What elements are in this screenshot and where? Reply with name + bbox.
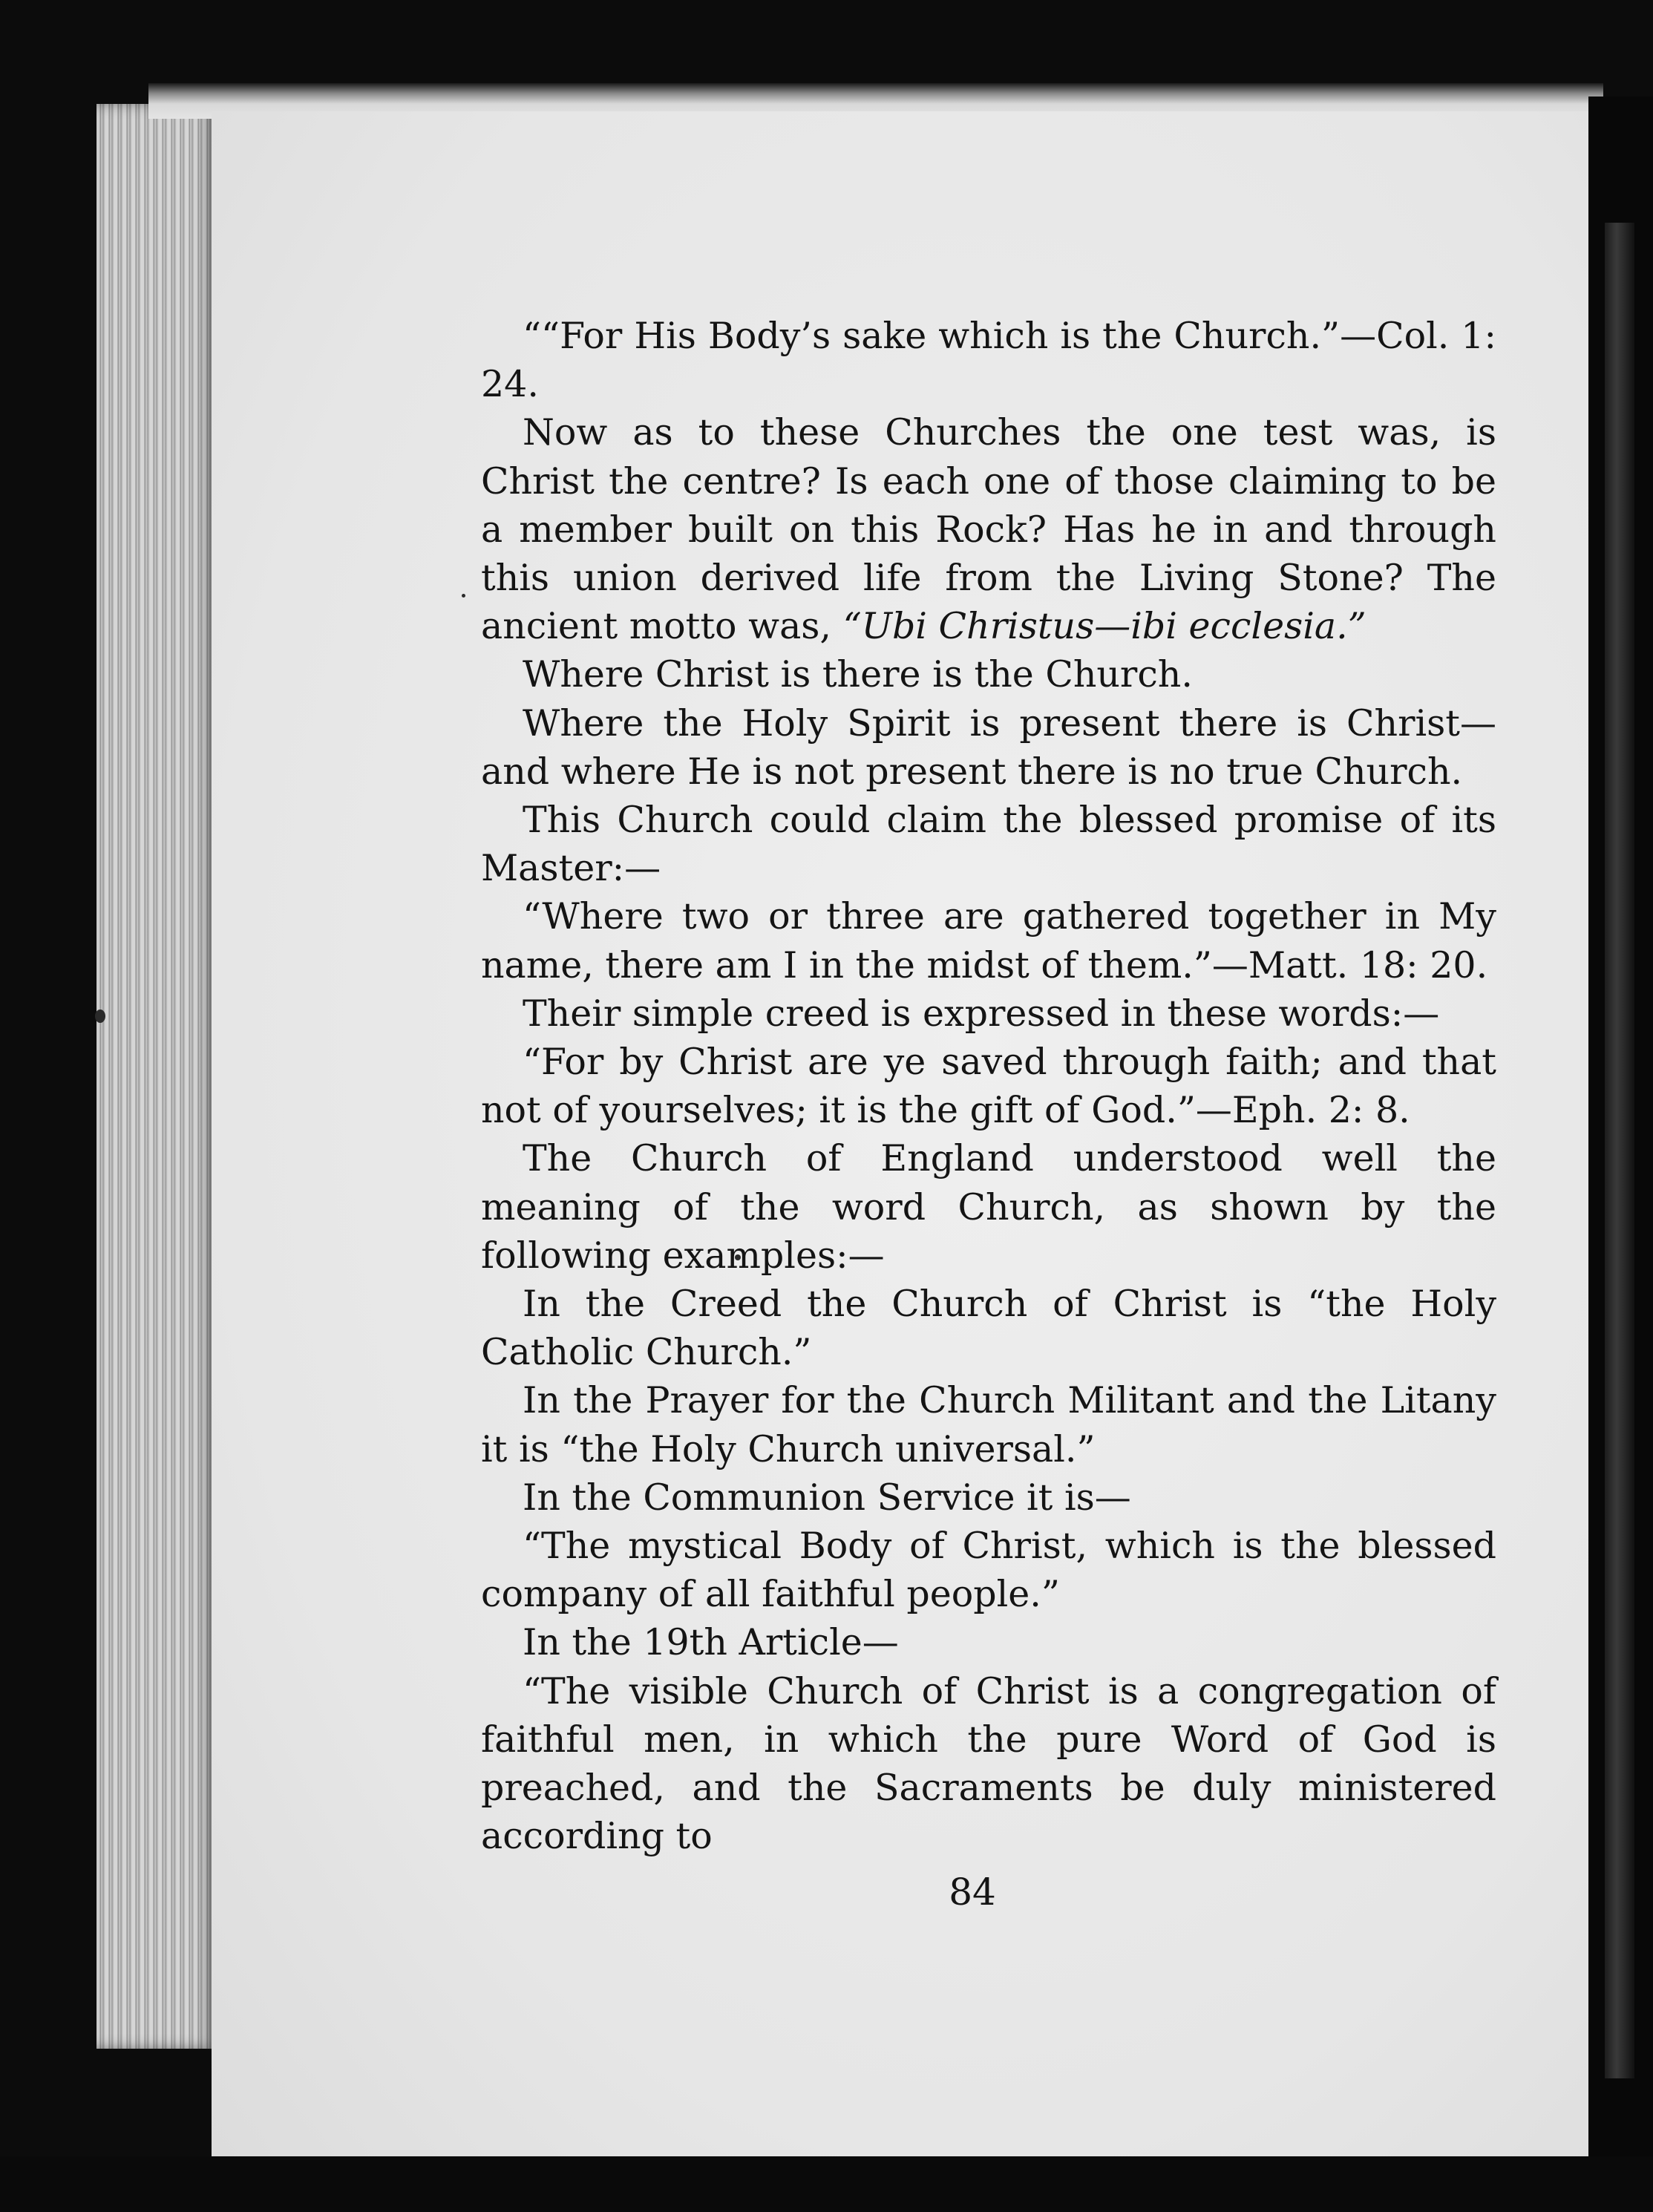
facing-page-edge — [1605, 223, 1634, 2078]
page-number: 84 — [949, 1871, 996, 1914]
body-text — [481, 312, 1496, 1861]
paragraph-quote-mystical-body: “The mystical Body of Christ, which is the blessed company of all faithful people.” — [481, 1525, 1496, 1616]
dust-speck — [95, 1010, 105, 1023]
paragraph-church-of-england: The Church of England understood well the meaning of the word Church, as shown by the following examples:— — [481, 1137, 1496, 1277]
paragraph-quote-eph: “For by Christ are ye saved through faith; and that not of yourselves; it is the gift of God.”—Eph. 2: 8. — [481, 1041, 1496, 1132]
paragraph-blessed-promise: This Church could claim the blessed promise of its Master:— — [481, 799, 1496, 890]
page-edges-left — [96, 104, 215, 2049]
paragraph-creed: In the Creed the Church of Christ is “the Holy Catholic Church.” — [481, 1283, 1496, 1374]
paragraph-churches-test — [481, 408, 1496, 650]
paragraph-19th-article: In the 19th Article— — [523, 1621, 899, 1664]
paragraph-quote-matt: “Where two or three are gathered together in My name, there am I in the midst of them.”—Matt. 18: 20. — [481, 895, 1496, 986]
paragraph-quote-col: ““For His Body’s sake which is the Church.”—Col. 1: 24. — [481, 315, 1496, 406]
latin-motto: “Ubi Christus—ibi ecclesia.” — [842, 605, 1366, 648]
paragraph-prayer-litany: In the Prayer for the Church Militant and the Litany it is “the Holy Church universal.” — [481, 1379, 1496, 1470]
paragraph-churches-test-text: Now as to these Churches the one test was, is Christ the centre? Is each one of those claiming to be a member built on this Rock? Has he in and through this union derived life from the Living Stone? The ancient motto was, — [481, 411, 1496, 648]
paragraph-simple-creed: Their simple creed is expressed in these words:— — [523, 992, 1440, 1035]
paragraph-where-christ: Where Christ is there is the Church. — [523, 653, 1193, 696]
dust-speck — [462, 594, 465, 598]
paragraph-holy-spirit: Where the Holy Spirit is present there is Christ— and where He is not present there is no true Church. — [481, 701, 1496, 793]
paragraph-quote-visible-church: “The visible Church of Christ is a congregation of faithful men, in which the pure Word of God is preached, and the Sacraments be duly ministered according to — [481, 1669, 1496, 1858]
scan-border-bottom — [0, 2156, 1653, 2212]
paragraph-communion: In the Communion Service it is— — [523, 1476, 1131, 1519]
